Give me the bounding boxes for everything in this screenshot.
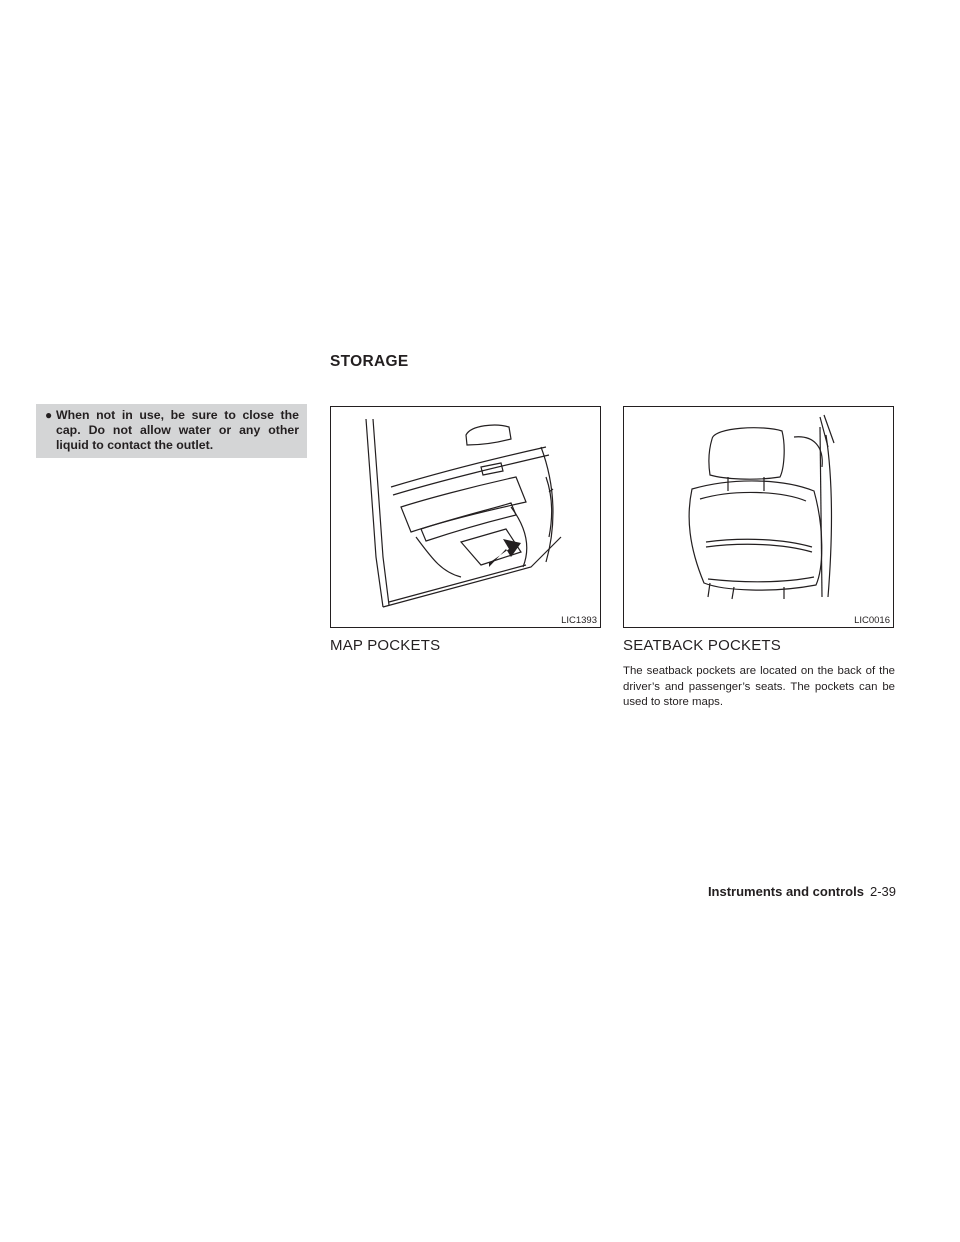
seatback-pocket-figure [623, 406, 894, 628]
figure-label: LIC0016 [854, 615, 890, 626]
map-pocket-figure [330, 406, 601, 628]
footer-chapter: Instruments and controls [707, 884, 864, 899]
page-footer [680, 884, 896, 899]
figure-label: LIC1393 [561, 615, 597, 626]
map-pockets-heading: MAP POCKETS [330, 637, 441, 654]
seatback-pockets-heading: SEATBACK POCKETS [623, 637, 781, 654]
seat-illustration [624, 407, 894, 628]
caution-box [36, 404, 307, 458]
seatback-pockets-body: The seatback pockets are located on the back of the driver’s and passenger’s seats. The pockets can be used to store maps. [623, 665, 895, 708]
page-number: 2-39 [869, 884, 896, 899]
bullet-icon: ● [45, 408, 53, 422]
section-title: STORAGE [330, 353, 409, 370]
caution-text: When not in use, be sure to close the cap. Do not allow water or any other liquid to contact the outlet. [56, 408, 299, 452]
door-illustration [331, 407, 601, 628]
